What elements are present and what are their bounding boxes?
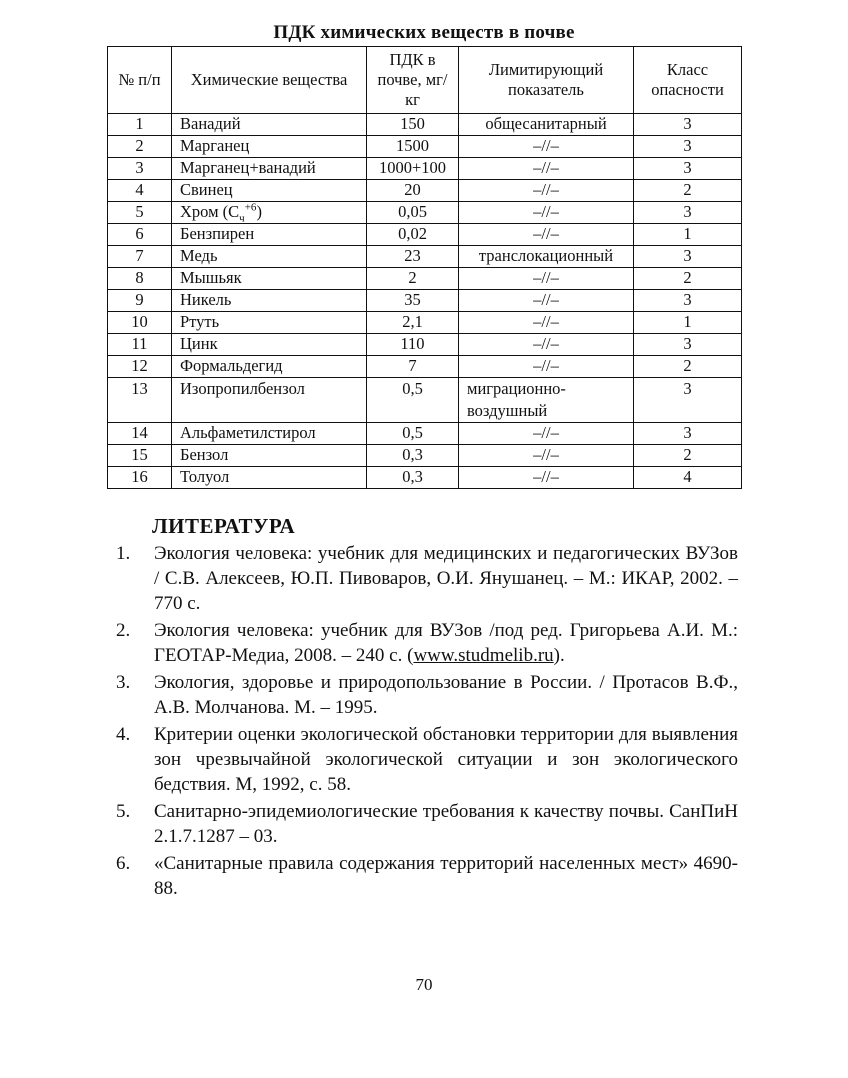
cell-hazard-text: 3 xyxy=(683,379,692,398)
table-row xyxy=(108,202,742,224)
cell-pdk-text: 0,05 xyxy=(398,202,427,221)
cell-pdk xyxy=(367,445,459,467)
cell-hazard-text: 3 xyxy=(683,158,692,177)
cell-hazard xyxy=(634,202,742,224)
literature-item-body: «Санитарные правила содержания территорий населенных мест» 4690-88. xyxy=(154,853,738,899)
cell-indicator-text: –//– xyxy=(533,290,559,309)
cell-num-text: 15 xyxy=(131,445,148,464)
literature-item xyxy=(110,618,738,668)
cell-pdk xyxy=(367,202,459,224)
cell-indicator xyxy=(459,136,634,158)
literature-item-body: Критерии оценки экологической обстановки территории для выявления зон чрезвычайной экологической ситуации и зон экологического бедствия. М, 1992, с. 58. xyxy=(154,724,738,795)
table-row xyxy=(108,290,742,312)
cell-hazard xyxy=(634,334,742,356)
literature-item-text xyxy=(154,543,738,614)
cell-hazard xyxy=(634,356,742,378)
cell-substance xyxy=(172,224,367,246)
cell-indicator xyxy=(459,467,634,489)
cell-pdk xyxy=(367,268,459,290)
substance-superscript: +6 xyxy=(244,201,257,214)
page-number: 70 xyxy=(415,975,433,994)
cell-hazard xyxy=(634,246,742,268)
cell-indicator xyxy=(459,290,634,312)
cell-hazard-text: 3 xyxy=(683,114,692,133)
cell-substance xyxy=(172,158,367,180)
table-row xyxy=(108,180,742,202)
cell-num-text: 7 xyxy=(135,246,144,265)
cell-hazard xyxy=(634,423,742,445)
cell-hazard xyxy=(634,180,742,202)
cell-indicator xyxy=(459,114,634,136)
cell-pdk xyxy=(367,290,459,312)
cell-indicator-text: –//– xyxy=(533,224,559,243)
cell-substance-text: Альфаметилстирол xyxy=(180,423,316,442)
link-suffix: ). xyxy=(553,645,565,666)
cell-substance xyxy=(172,467,367,489)
cell-num-text: 11 xyxy=(131,334,148,353)
cell-indicator xyxy=(459,312,634,334)
cell-indicator-text: –//– xyxy=(533,268,559,287)
cell-substance xyxy=(172,136,367,158)
cell-indicator xyxy=(459,378,634,423)
cell-pdk-text: 0,02 xyxy=(398,224,427,243)
cell-pdk-text: 0,3 xyxy=(402,467,423,486)
cell-num xyxy=(108,136,172,158)
cell-indicator xyxy=(459,158,634,180)
cell-substance xyxy=(172,246,367,268)
header-pdk: ПДК в почве, мг/кг xyxy=(367,47,459,114)
literature-item-body: Экология человека: учебник для медицинских и педагогических ВУЗов / С.В. Алексеев, Ю.П. Пивоваров, О.И. Янушанец. – М.: ИКАР, 2002. – 770 с. xyxy=(154,543,738,614)
table-row xyxy=(108,158,742,180)
cell-num xyxy=(108,246,172,268)
cell-num xyxy=(108,202,172,224)
cell-substance-text: Марганец xyxy=(180,136,250,155)
table-row xyxy=(108,356,742,378)
cell-substance-text: Мышьяк xyxy=(180,268,242,287)
cell-pdk xyxy=(367,224,459,246)
cell-indicator xyxy=(459,246,634,268)
cell-hazard xyxy=(634,224,742,246)
literature-item-number: 6. xyxy=(116,853,131,874)
cell-hazard-text: 1 xyxy=(683,224,692,243)
table-row xyxy=(108,114,742,136)
cell-substance-text: Цинк xyxy=(180,334,218,353)
cell-indicator-text: –//– xyxy=(533,423,559,442)
cell-indicator xyxy=(459,224,634,246)
cell-num xyxy=(108,180,172,202)
literature-item-number: 2. xyxy=(116,620,131,641)
table-row xyxy=(108,378,742,423)
literature-item xyxy=(110,722,738,797)
cell-num xyxy=(108,423,172,445)
cell-hazard-text: 2 xyxy=(683,268,692,287)
literature-item-body: Экология человека: учебник для ВУЗов /под ред. Григорьева А.И. М.: ГЕОТАР-Медиа, 2008. – 240 с. xyxy=(154,620,738,666)
cell-indicator xyxy=(459,445,634,467)
literature-item-number: 1. xyxy=(116,543,131,564)
cell-substance-text: Ртуть xyxy=(180,312,220,331)
table-row xyxy=(108,224,742,246)
cell-pdk-text: 0,5 xyxy=(402,423,423,442)
cell-pdk-text: 0,3 xyxy=(402,445,423,464)
cell-hazard-text: 3 xyxy=(683,290,692,309)
cell-substance-text: Бензпирен xyxy=(180,224,255,243)
cell-substance-text: Никель xyxy=(180,290,232,309)
cell-hazard xyxy=(634,445,742,467)
cell-indicator-text: –//– xyxy=(533,136,559,155)
cell-num-text: 8 xyxy=(135,268,144,287)
cell-pdk xyxy=(367,356,459,378)
header-num: № п/п xyxy=(108,47,172,114)
literature-item-text xyxy=(154,801,738,847)
literature-item-text xyxy=(154,620,738,666)
literature-item-body: Экология, здоровье и природопользование в России. / Протасов В.Ф., А.В. Молчанова. М. – 1995. xyxy=(154,672,738,718)
link-prefix: ( xyxy=(407,645,414,666)
cell-indicator-text: миграционно-воздушный xyxy=(467,379,566,420)
cell-indicator-text: транслокационный xyxy=(478,246,614,265)
literature-item-number: 3. xyxy=(116,672,131,693)
table-row xyxy=(108,136,742,158)
cell-indicator-text: –//– xyxy=(533,445,559,464)
cell-pdk xyxy=(367,114,459,136)
cell-pdk xyxy=(367,467,459,489)
cell-pdk-text: 23 xyxy=(404,246,421,265)
cell-hazard xyxy=(634,290,742,312)
cell-num xyxy=(108,290,172,312)
cell-indicator-text: –//– xyxy=(533,467,559,486)
cell-pdk-text: 20 xyxy=(404,180,421,199)
cell-substance xyxy=(172,202,367,224)
cell-pdk xyxy=(367,312,459,334)
literature-item-text xyxy=(154,724,738,795)
cell-hazard-text: 3 xyxy=(683,202,692,221)
cell-hazard-text: 2 xyxy=(683,356,692,375)
literature-item-text xyxy=(154,672,738,718)
cell-hazard xyxy=(634,114,742,136)
cell-hazard-text: 2 xyxy=(683,445,692,464)
cell-pdk xyxy=(367,180,459,202)
cell-num-text: 2 xyxy=(135,136,144,155)
table-row xyxy=(108,423,742,445)
cell-hazard-text: 3 xyxy=(683,423,692,442)
cell-num xyxy=(108,467,172,489)
cell-hazard-text: 2 xyxy=(683,180,692,199)
cell-substance xyxy=(172,356,367,378)
cell-indicator-text: –//– xyxy=(533,158,559,177)
cell-num xyxy=(108,114,172,136)
cell-hazard-text: 3 xyxy=(683,136,692,155)
literature-item-text xyxy=(154,853,738,899)
cell-hazard xyxy=(634,467,742,489)
table-body xyxy=(108,114,742,489)
cell-pdk-text: 0,5 xyxy=(402,379,423,398)
cell-pdk xyxy=(367,136,459,158)
literature-item xyxy=(110,541,738,616)
cell-indicator xyxy=(459,334,634,356)
cell-indicator xyxy=(459,423,634,445)
cell-substance-text: Ванадий xyxy=(180,114,241,133)
cell-hazard xyxy=(634,378,742,423)
cell-pdk-text: 1500 xyxy=(396,136,429,155)
cell-hazard-text: 3 xyxy=(683,246,692,265)
cell-num-text: 13 xyxy=(131,379,148,398)
substance-suffix: ) xyxy=(256,202,262,221)
cell-indicator-text: –//– xyxy=(533,202,559,221)
cell-indicator xyxy=(459,180,634,202)
table-row xyxy=(108,467,742,489)
header-hazard: Класс опасности xyxy=(634,47,742,114)
cell-pdk xyxy=(367,334,459,356)
cell-substance xyxy=(172,445,367,467)
literature-list xyxy=(110,541,738,903)
cell-indicator-text: –//– xyxy=(533,180,559,199)
literature-item-number: 5. xyxy=(116,801,131,822)
cell-hazard xyxy=(634,312,742,334)
cell-num-text: 6 xyxy=(135,224,144,243)
cell-num xyxy=(108,378,172,423)
cell-substance-text: Изопропилбензол xyxy=(180,379,305,398)
cell-substance-text: Бензол xyxy=(180,445,229,464)
cell-num-text: 1 xyxy=(135,114,144,133)
cell-pdk-text: 2 xyxy=(408,268,417,287)
cell-substance xyxy=(172,334,367,356)
cell-indicator-text: –//– xyxy=(533,356,559,375)
cell-pdk xyxy=(367,158,459,180)
cell-substance xyxy=(172,423,367,445)
cell-indicator xyxy=(459,202,634,224)
cell-num xyxy=(108,312,172,334)
cell-substance-text: Медь xyxy=(180,246,218,265)
literature-item-body: Санитарно-эпидемиологические требования к качеству почвы. СанПиН 2.1.7.1287 – 03. xyxy=(154,801,738,847)
cell-hazard-text: 4 xyxy=(683,467,692,486)
cell-hazard xyxy=(634,136,742,158)
cell-num xyxy=(108,224,172,246)
table-title: ПДК химических веществ в почве xyxy=(273,22,575,43)
table-row xyxy=(108,312,742,334)
cell-indicator-text: –//– xyxy=(533,312,559,331)
cell-num xyxy=(108,445,172,467)
literature-item xyxy=(110,670,738,720)
header-substance: Химические вещества xyxy=(172,47,367,114)
cell-indicator-text: общесанитарный xyxy=(485,114,607,133)
cell-substance xyxy=(172,290,367,312)
cell-num-text: 9 xyxy=(135,290,144,309)
cell-substance-text: Свинец xyxy=(180,180,233,199)
cell-num xyxy=(108,334,172,356)
cell-hazard xyxy=(634,268,742,290)
literature-item xyxy=(110,851,738,901)
cell-substance-text: Хром (С xyxy=(180,202,240,221)
cell-num-text: 12 xyxy=(131,356,148,375)
cell-num-text: 14 xyxy=(131,423,148,442)
cell-substance-text: Толуол xyxy=(180,467,230,486)
cell-substance-text: Марганец+ванадий xyxy=(180,158,316,177)
cell-indicator-text: –//– xyxy=(533,334,559,353)
cell-hazard xyxy=(634,158,742,180)
cell-num-text: 16 xyxy=(131,467,148,486)
substance-subscript: ч xyxy=(239,212,245,225)
cell-indicator xyxy=(459,356,634,378)
literature-link[interactable]: www.studmelib.ru xyxy=(413,645,554,666)
cell-hazard-text: 3 xyxy=(683,334,692,353)
cell-substance xyxy=(172,268,367,290)
cell-pdk xyxy=(367,378,459,423)
cell-pdk xyxy=(367,423,459,445)
table-row xyxy=(108,268,742,290)
cell-pdk-text: 110 xyxy=(400,334,425,353)
cell-num-text: 3 xyxy=(135,158,144,177)
cell-pdk-text: 7 xyxy=(408,356,417,375)
cell-num-text: 4 xyxy=(135,180,144,199)
literature-item-number: 4. xyxy=(116,724,131,745)
table-row xyxy=(108,445,742,467)
cell-pdk xyxy=(367,246,459,268)
header-indicator: Лимитирующий показатель xyxy=(459,47,634,114)
cell-pdk-text: 150 xyxy=(400,114,425,133)
cell-num-text: 5 xyxy=(135,202,144,221)
literature-title: ЛИТЕРАТУРА xyxy=(152,514,296,538)
cell-hazard-text: 1 xyxy=(683,312,692,331)
pdk-table xyxy=(107,46,742,489)
table-row xyxy=(108,334,742,356)
cell-num xyxy=(108,356,172,378)
cell-pdk-text: 2,1 xyxy=(402,312,423,331)
cell-substance-text: Формальдегид xyxy=(180,356,283,375)
cell-substance xyxy=(172,378,367,423)
table-header-row xyxy=(108,47,742,114)
table-row xyxy=(108,246,742,268)
cell-num xyxy=(108,158,172,180)
cell-num xyxy=(108,268,172,290)
cell-substance xyxy=(172,312,367,334)
cell-pdk-text: 1000+100 xyxy=(378,158,447,177)
cell-indicator xyxy=(459,268,634,290)
cell-num-text: 10 xyxy=(131,312,148,331)
cell-substance xyxy=(172,180,367,202)
cell-substance xyxy=(172,114,367,136)
literature-item xyxy=(110,799,738,849)
cell-pdk-text: 35 xyxy=(404,290,421,309)
